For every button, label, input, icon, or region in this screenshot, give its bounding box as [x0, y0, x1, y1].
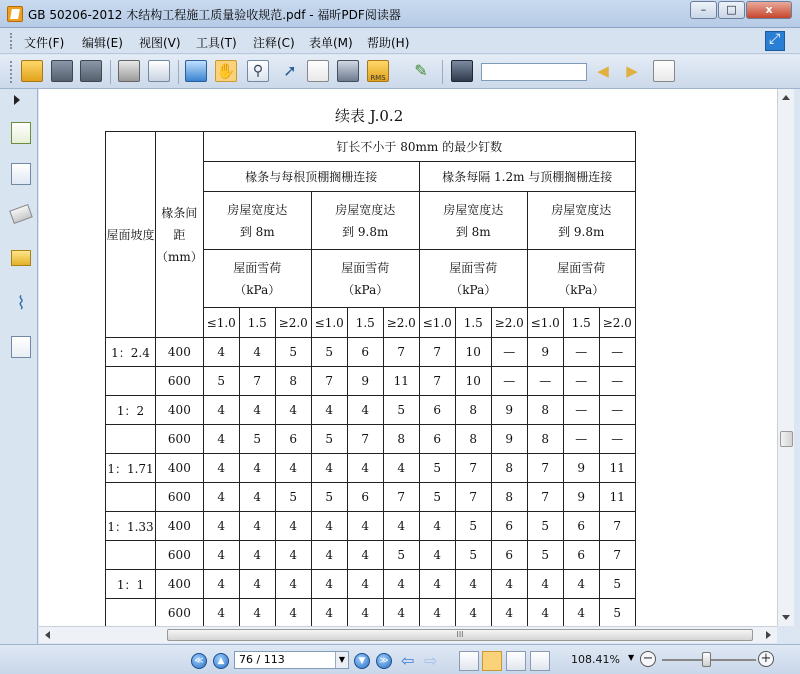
- cell-nail-count: 7: [383, 338, 419, 367]
- save-as-icon[interactable]: [80, 60, 102, 82]
- header-min-nails: 钉长不小于 80mm 的最少钉数: [203, 132, 635, 162]
- table-continued-title: 续表 J.0.2: [335, 107, 404, 125]
- signatures-icon[interactable]: [11, 336, 31, 358]
- cell-nail-count: 5: [311, 483, 347, 512]
- previous-page-icon[interactable]: ▲: [213, 653, 229, 669]
- facing-view-icon[interactable]: [506, 651, 526, 671]
- header-group-every-1-2m: 椽条每隔 1.2m 与顶棚搁栅连接: [419, 162, 635, 192]
- nail-count-table: [105, 131, 636, 626]
- cell-nail-count: 9: [563, 483, 599, 512]
- table-row: [106, 367, 636, 396]
- close-button[interactable]: x: [746, 1, 792, 19]
- cell-slope: 1：1: [106, 570, 156, 599]
- load-1-5: 1.5: [347, 308, 383, 338]
- cell-nail-count: 4: [563, 599, 599, 627]
- cell-nail-count: 4: [311, 396, 347, 425]
- restore-view-icon[interactable]: [765, 31, 785, 51]
- cell-nail-count: 8: [383, 425, 419, 454]
- cell-nail-count: 4: [455, 599, 491, 627]
- page-number-text: 76 / 113: [239, 653, 285, 666]
- cell-nail-count: 5: [239, 425, 275, 454]
- menu-comment[interactable]: 注释(C): [253, 36, 295, 50]
- vertical-scrollbar[interactable]: [777, 89, 794, 626]
- cell-spacing: 600: [156, 483, 204, 512]
- minimize-button[interactable]: –: [690, 1, 717, 19]
- cell-nail-count: 7: [455, 454, 491, 483]
- cell-nail-count: 9: [347, 367, 383, 396]
- cell-nail-count: 4: [239, 338, 275, 367]
- cell-nail-count: 4: [311, 454, 347, 483]
- menu-tools[interactable]: 工具(T): [196, 36, 237, 50]
- cell-nail-count: 6: [491, 541, 527, 570]
- menu-help[interactable]: 帮助(H): [367, 36, 410, 50]
- menu-file[interactable]: 文件(F): [24, 36, 65, 50]
- cell-nail-count: 5: [311, 425, 347, 454]
- cell-slope: 1：2: [106, 396, 156, 425]
- cell-nail-count: 4: [239, 541, 275, 570]
- cell-nail-count: 11: [599, 483, 635, 512]
- cell-nail-count: 4: [239, 483, 275, 512]
- header-slope: 屋面坡度: [106, 132, 156, 338]
- cell-nail-count: 9: [491, 425, 527, 454]
- layers-icon[interactable]: [9, 204, 33, 224]
- cell-nail-count: —: [599, 338, 635, 367]
- header-snow-load: 屋面雪荷（kPa）: [419, 250, 527, 308]
- cell-nail-count: 5: [383, 396, 419, 425]
- cell-spacing: 600: [156, 367, 204, 396]
- menu-bar: [0, 28, 800, 54]
- cell-nail-count: 8: [455, 396, 491, 425]
- maximize-button[interactable]: □: [718, 1, 745, 19]
- first-page-icon[interactable]: ≪: [191, 653, 207, 669]
- table-row: [106, 570, 636, 599]
- continuous-view-icon[interactable]: [482, 651, 502, 671]
- cell-nail-count: 4: [239, 396, 275, 425]
- cell-nail-count: —: [527, 367, 563, 396]
- zoom-level[interactable]: 108.41%: [571, 653, 620, 666]
- cell-nail-count: 7: [347, 425, 383, 454]
- cell-nail-count: 4: [311, 512, 347, 541]
- cell-nail-count: 4: [419, 512, 455, 541]
- menu-grip-icon: [10, 33, 13, 49]
- header-spacing: 椽条间距（mm）: [156, 132, 204, 338]
- cell-nail-count: 7: [311, 367, 347, 396]
- table-row: [106, 396, 636, 425]
- cell-nail-count: 4: [383, 512, 419, 541]
- cell-slope: [106, 599, 156, 627]
- cell-nail-count: 4: [311, 570, 347, 599]
- cell-nail-count: 4: [419, 570, 455, 599]
- header-snow-load: 屋面雪荷（kPa）: [311, 250, 419, 308]
- cell-nail-count: 8: [491, 483, 527, 512]
- header-snow-load: 屋面雪荷（kPa）: [203, 250, 311, 308]
- cell-nail-count: 4: [239, 512, 275, 541]
- header-width-9-8m: 房屋宽度达到 9.8m: [527, 192, 635, 250]
- scroll-up-icon[interactable]: [782, 95, 790, 100]
- table-row: [106, 338, 636, 367]
- cell-nail-count: 4: [491, 599, 527, 627]
- cell-nail-count: —: [491, 367, 527, 396]
- select-arrow-icon[interactable]: ➚: [283, 61, 297, 80]
- cell-nail-count: 4: [203, 541, 239, 570]
- cell-spacing: 400: [156, 338, 204, 367]
- window-title: GB 50206-2012 木结构工程施工质量验收规范.pdf - 福昕PDF阅读器: [28, 8, 401, 22]
- load-1-0: ≤1.0: [311, 308, 347, 338]
- table-row: [106, 425, 636, 454]
- load-2-0: ≥2.0: [599, 308, 635, 338]
- cell-nail-count: 7: [455, 483, 491, 512]
- cell-spacing: 600: [156, 599, 204, 627]
- last-page-icon[interactable]: ≫: [376, 653, 392, 669]
- table-row: [106, 483, 636, 512]
- text-select-icon[interactable]: [307, 60, 329, 82]
- cell-spacing: 400: [156, 396, 204, 425]
- cell-spacing: 400: [156, 570, 204, 599]
- cell-nail-count: 6: [275, 425, 311, 454]
- cell-nail-count: 6: [347, 338, 383, 367]
- zoom-out-icon[interactable]: −: [640, 651, 656, 667]
- cell-nail-count: 4: [491, 570, 527, 599]
- cell-nail-count: 4: [203, 338, 239, 367]
- next-page-icon[interactable]: ▼: [354, 653, 370, 669]
- cell-nail-count: 5: [275, 338, 311, 367]
- cell-nail-count: 4: [347, 599, 383, 627]
- load-1-5: 1.5: [563, 308, 599, 338]
- cell-nail-count: 4: [527, 599, 563, 627]
- toolbar-separator: [178, 60, 179, 84]
- vertical-scroll-thumb[interactable]: [780, 431, 793, 447]
- save-icon[interactable]: [51, 60, 73, 82]
- cell-nail-count: —: [599, 425, 635, 454]
- document-view[interactable]: [39, 89, 777, 626]
- cell-nail-count: 5: [311, 338, 347, 367]
- hand-tool-icon[interactable]: ✋: [216, 62, 236, 80]
- page-number-input[interactable]: [234, 651, 349, 669]
- find-previous-icon[interactable]: ◀: [597, 62, 609, 80]
- cell-nail-count: 4: [527, 570, 563, 599]
- rms-icon[interactable]: RMS: [367, 60, 389, 82]
- cell-nail-count: 7: [419, 338, 455, 367]
- cell-slope: [106, 483, 156, 512]
- email-icon[interactable]: [148, 60, 170, 82]
- table-row: [106, 541, 636, 570]
- pages-icon[interactable]: [11, 122, 31, 144]
- cell-nail-count: 4: [203, 570, 239, 599]
- cell-nail-count: 4: [419, 541, 455, 570]
- cell-nail-count: 5: [383, 541, 419, 570]
- cell-nail-count: —: [491, 338, 527, 367]
- sign-icon[interactable]: ✎: [414, 61, 428, 80]
- cell-nail-count: —: [563, 425, 599, 454]
- zoom-slider-thumb[interactable]: [702, 652, 711, 667]
- menu-form[interactable]: 表单(M): [309, 36, 353, 50]
- horizontal-scrollbar[interactable]: [39, 626, 777, 643]
- cell-nail-count: 6: [419, 425, 455, 454]
- cell-nail-count: 6: [563, 512, 599, 541]
- expand-panel-icon[interactable]: [14, 95, 20, 105]
- cell-nail-count: 8: [455, 425, 491, 454]
- cell-nail-count: 6: [563, 541, 599, 570]
- zoom-glass-icon[interactable]: ⚲: [247, 60, 269, 82]
- load-2-0: ≥2.0: [383, 308, 419, 338]
- cell-nail-count: 5: [455, 541, 491, 570]
- cell-nail-count: 4: [347, 541, 383, 570]
- cell-nail-count: 6: [491, 512, 527, 541]
- page-dropdown-icon[interactable]: ▼: [335, 652, 348, 668]
- find-next-icon[interactable]: ▶: [626, 62, 638, 80]
- cell-nail-count: 7: [383, 483, 419, 512]
- table-row: [106, 512, 636, 541]
- cell-nail-count: 11: [383, 367, 419, 396]
- cell-nail-count: 5: [599, 599, 635, 627]
- cell-nail-count: 5: [419, 483, 455, 512]
- cell-nail-count: 4: [203, 425, 239, 454]
- load-2-0: ≥2.0: [275, 308, 311, 338]
- binoculars-icon[interactable]: [451, 60, 473, 82]
- scroll-left-icon[interactable]: [45, 631, 50, 639]
- table-body: [106, 338, 636, 627]
- cell-nail-count: 7: [599, 512, 635, 541]
- cell-nail-count: 4: [563, 570, 599, 599]
- cell-nail-count: 4: [203, 454, 239, 483]
- cell-nail-count: 4: [383, 570, 419, 599]
- cell-nail-count: 11: [599, 454, 635, 483]
- horizontal-scroll-thumb[interactable]: III: [167, 629, 753, 641]
- cell-nail-count: 4: [275, 599, 311, 627]
- cell-nail-count: —: [599, 367, 635, 396]
- comments-icon[interactable]: [11, 250, 31, 266]
- cell-nail-count: 4: [275, 454, 311, 483]
- cell-nail-count: —: [563, 396, 599, 425]
- navigation-panel: [0, 89, 38, 645]
- cell-nail-count: 4: [347, 512, 383, 541]
- cell-spacing: 600: [156, 541, 204, 570]
- continuous-facing-view-icon[interactable]: [530, 651, 550, 671]
- cell-nail-count: 4: [203, 599, 239, 627]
- load-1-0: ≤1.0: [203, 308, 239, 338]
- fullscreen-icon[interactable]: [185, 60, 207, 82]
- cell-nail-count: —: [563, 367, 599, 396]
- cell-nail-count: 8: [491, 454, 527, 483]
- cell-nail-count: 6: [419, 396, 455, 425]
- header-snow-load: 屋面雪荷（kPa）: [527, 250, 635, 308]
- load-1-0: ≤1.0: [527, 308, 563, 338]
- print-icon[interactable]: [118, 60, 140, 82]
- cell-nail-count: 4: [311, 599, 347, 627]
- table-row: [106, 599, 636, 627]
- cell-nail-count: 8: [527, 425, 563, 454]
- toolbar-grip-icon: [10, 61, 13, 83]
- cell-nail-count: 5: [527, 512, 563, 541]
- snapshot-icon[interactable]: [337, 60, 359, 82]
- cell-nail-count: 7: [239, 367, 275, 396]
- cell-nail-count: 5: [275, 483, 311, 512]
- cell-nail-count: 4: [239, 454, 275, 483]
- cell-nail-count: 7: [599, 541, 635, 570]
- cell-nail-count: 4: [275, 541, 311, 570]
- cell-nail-count: —: [599, 396, 635, 425]
- attachments-icon[interactable]: ⌇: [16, 293, 26, 314]
- cell-nail-count: 4: [383, 599, 419, 627]
- cell-nail-count: 5: [419, 454, 455, 483]
- header-width-8m: 房屋宽度达到 8m: [203, 192, 311, 250]
- cell-nail-count: 5: [203, 367, 239, 396]
- cell-nail-count: 4: [455, 570, 491, 599]
- cell-nail-count: 4: [275, 396, 311, 425]
- highlight-icon[interactable]: [653, 60, 675, 82]
- cell-nail-count: 4: [275, 512, 311, 541]
- cell-nail-count: 4: [275, 570, 311, 599]
- cell-nail-count: 9: [491, 396, 527, 425]
- cell-slope: 1：1.71: [106, 454, 156, 483]
- scroll-right-icon[interactable]: [766, 631, 771, 639]
- cell-nail-count: 4: [239, 599, 275, 627]
- cell-slope: [106, 367, 156, 396]
- table-row: [106, 454, 636, 483]
- menu-view[interactable]: 视图(V): [139, 36, 181, 50]
- zoom-in-icon[interactable]: +: [758, 651, 774, 667]
- cell-nail-count: 5: [527, 541, 563, 570]
- foxit-app-icon: [7, 6, 23, 22]
- cell-nail-count: 4: [347, 454, 383, 483]
- main-toolbar: [0, 55, 800, 89]
- cell-nail-count: 4: [203, 512, 239, 541]
- bookmarks-icon[interactable]: [11, 163, 31, 185]
- menu-edit[interactable]: 编辑(E): [82, 36, 123, 50]
- cell-spacing: 600: [156, 425, 204, 454]
- header-width-8m: 房屋宽度达到 8m: [419, 192, 527, 250]
- toolbar-separator: [110, 60, 111, 84]
- cell-nail-count: 4: [347, 570, 383, 599]
- title-bar: [0, 0, 800, 28]
- header-width-9-8m: 房屋宽度达到 9.8m: [311, 192, 419, 250]
- cell-nail-count: 7: [527, 454, 563, 483]
- cell-nail-count: 4: [311, 541, 347, 570]
- cell-nail-count: 4: [203, 396, 239, 425]
- single-page-view-icon[interactable]: [459, 651, 479, 671]
- cell-nail-count: 5: [599, 570, 635, 599]
- cell-nail-count: 9: [563, 454, 599, 483]
- cell-nail-count: 4: [203, 483, 239, 512]
- cell-nail-count: 4: [239, 570, 275, 599]
- cell-nail-count: 4: [347, 396, 383, 425]
- load-1-0: ≤1.0: [419, 308, 455, 338]
- cell-nail-count: 8: [275, 367, 311, 396]
- cell-nail-count: 7: [527, 483, 563, 512]
- cell-nail-count: 8: [527, 396, 563, 425]
- cell-nail-count: 10: [455, 367, 491, 396]
- cell-nail-count: 7: [419, 367, 455, 396]
- load-1-5: 1.5: [455, 308, 491, 338]
- load-1-5: 1.5: [239, 308, 275, 338]
- cell-nail-count: 6: [347, 483, 383, 512]
- cell-spacing: 400: [156, 454, 204, 483]
- open-folder-icon[interactable]: [21, 60, 43, 82]
- cell-nail-count: 4: [419, 599, 455, 627]
- back-arrow-icon[interactable]: ⇦: [401, 651, 415, 670]
- zoom-dropdown-icon[interactable]: ▼: [628, 653, 635, 662]
- cell-nail-count: —: [563, 338, 599, 367]
- forward-arrow-icon[interactable]: ⇨: [424, 651, 438, 670]
- cell-slope: 1：2.4: [106, 338, 156, 367]
- cell-slope: [106, 425, 156, 454]
- scroll-down-icon[interactable]: [782, 615, 790, 620]
- load-2-0: ≥2.0: [491, 308, 527, 338]
- cell-spacing: 400: [156, 512, 204, 541]
- find-input[interactable]: [481, 63, 587, 81]
- status-bar: [0, 644, 800, 674]
- cell-slope: [106, 541, 156, 570]
- toolbar-separator: [442, 60, 443, 84]
- cell-nail-count: 9: [527, 338, 563, 367]
- cell-nail-count: 5: [455, 512, 491, 541]
- cell-nail-count: 4: [383, 454, 419, 483]
- cell-nail-count: 10: [455, 338, 491, 367]
- header-group-each-joist: 椽条与每根顶棚搁栅连接: [203, 162, 419, 192]
- cell-slope: 1：1.33: [106, 512, 156, 541]
